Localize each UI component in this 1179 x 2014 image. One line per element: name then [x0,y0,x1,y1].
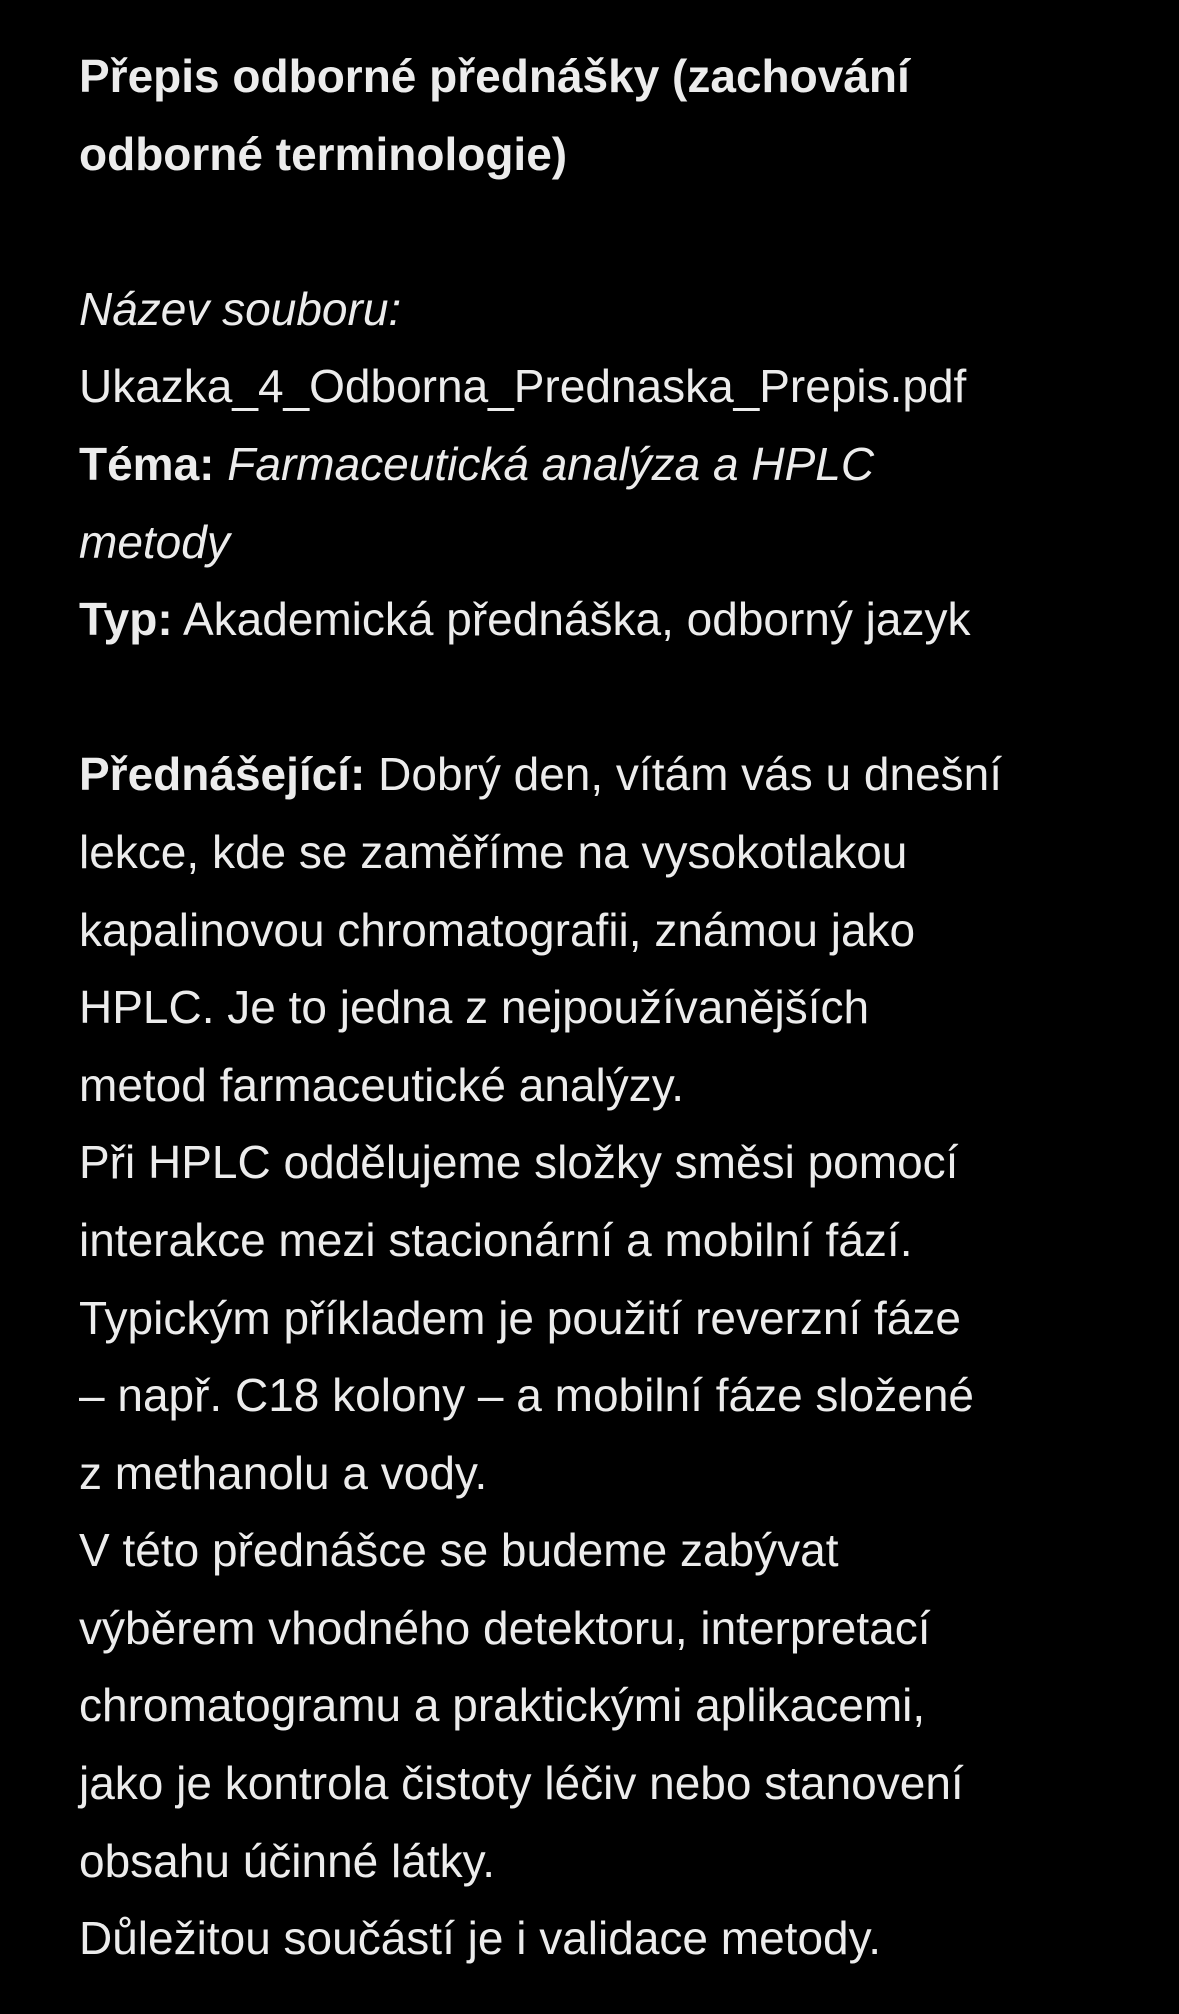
topic-label: Téma: [79,437,215,490]
transcript-line: jako je kontrola čistoty léčiv nebo stanovení [79,1757,964,1810]
title-line-1: Přepis odborné přednášky (zachování [79,50,910,102]
transcript-line: interakce mezi stacionární a mobilní fází. [79,1213,913,1266]
type-value: Akademická přednáška, odborný jazyk [182,593,971,646]
transcript-line: lekce, kde se zaměříme na vysokotlakou [79,825,908,878]
transcript-line: kapalinovou chromatografii, známou jako [79,903,916,956]
type-row [79,581,1119,659]
transcript-line: metod farmaceutické analýzy. [79,1058,685,1111]
title-line-2: odborné terminologie) [79,127,568,180]
transcript-line: V této přednášce se budeme zabývat [79,1524,839,1577]
document-body [79,38,1119,1978]
paragraph-gap [79,193,1119,271]
speaker-transcript [79,736,1119,1978]
type-label: Typ: [79,593,173,646]
topic-value: Farmaceutická analýza a HPLC [227,437,875,490]
document-title [79,38,1119,193]
transcript-line: chromatogramu a praktickými aplikacemi, [79,1679,926,1732]
filename-value: Ukazka_4_Odborna_Prednaska_Prepis.pdf [79,360,967,413]
transcript-line: obsahu účinné látky. [79,1834,495,1887]
topic-row [79,426,1119,504]
transcript-line: – např. C18 kolony – a mobilní fáze složené [79,1369,974,1422]
transcript-line: výběrem vhodného detektoru, interpretací [79,1601,931,1654]
transcript-line: HPLC. Je to jedna z nejpoužívanějších [79,981,870,1034]
paragraph-gap [79,659,1119,737]
transcript-line: Typickým příkladem je použití reverzní fáze [79,1291,961,1344]
filename-label: Název souboru: [79,282,402,335]
speaker-first-line [79,736,1119,814]
speaker-text: Dobrý den, vítám vás u dnešní [378,748,1003,801]
topic-value-continued: metody [79,515,230,568]
metadata-block [79,271,1119,659]
transcript-line: Při HPLC oddělujeme složky směsi pomocí [79,1136,959,1189]
transcript-line: z methanolu a vody. [79,1446,488,1499]
speaker-label: Přednášející: [79,748,366,801]
transcript-line: Důležitou součástí je i validace metody. [79,1912,881,1965]
